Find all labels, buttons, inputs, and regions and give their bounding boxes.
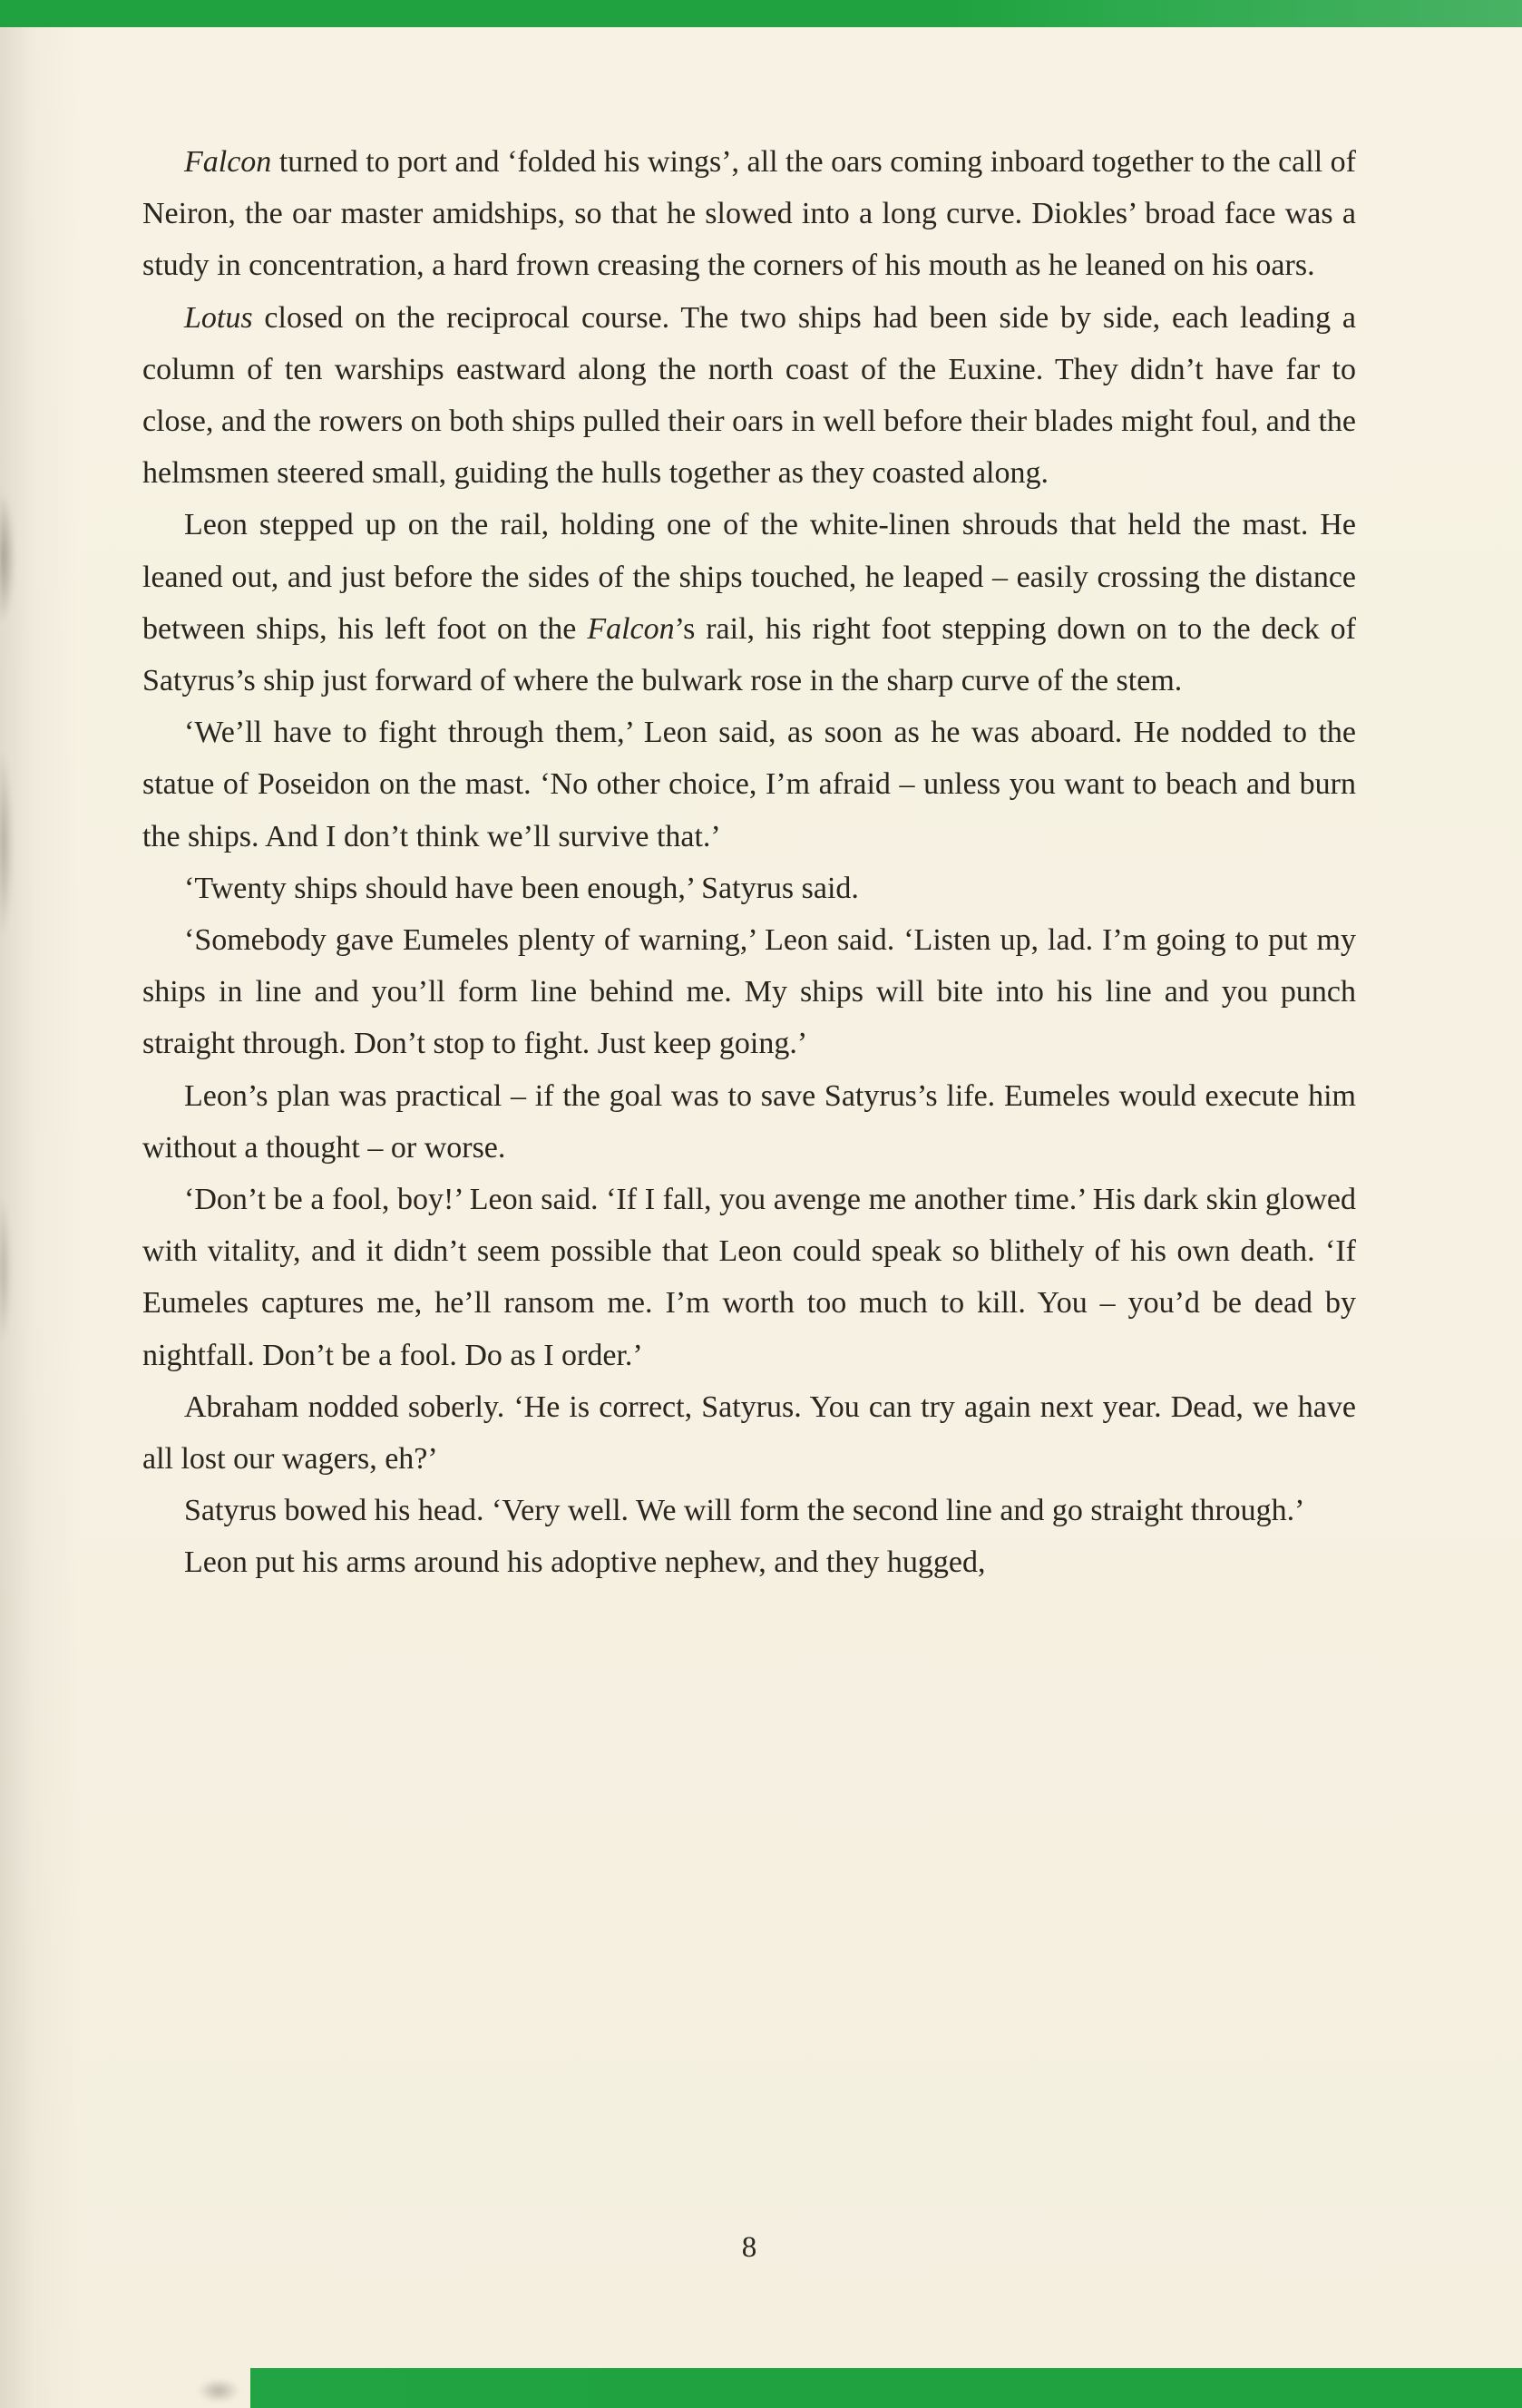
text-segment: Leon put his arms around his adoptive nephew, and they hugged, [184,1545,986,1580]
text-segment: Satyrus bowed his head. ‘Very well. We will form the second line and go straight through.’ [184,1494,1305,1528]
text-segment: Leon stepped up on the rail, holding one of the white-linen shrouds that held the mast. He leaned out, and just before the sides of the ships touched, he leaped – easily crossing the distance between ships, his left foot on the [142,508,1356,646]
paragraph [142,914,1356,1070]
paragraph [142,863,1356,914]
text-segment: Leon’s plan was practical – if the goal was to save Satyrus’s life. Eumeles would execute him without a thought – or worse. [142,1078,1356,1165]
scan-artifact [0,753,13,934]
paragraph [142,1536,1356,1588]
paragraph [142,136,1356,292]
paragraph [142,1070,1356,1174]
text-segment: ‘Twenty ships should have been enough,’ Satyrus said. [184,871,859,905]
paragraph [142,499,1356,707]
text-segment: turned to port and ‘folded his wings’, all the oars coming inboard together to the call of Neiron, the oar master amidships, so that he slowed into a long curve. Diokles’ broad face was a study in concentration, a hard frown creasing the corners of his mouth as he leaned on his oars. [142,145,1356,283]
text-segment: ‘Don’t be a fool, boy!’ Leon said. ‘If I fall, you avenge me another time.’ His dark skin glowed with vitality, and it didn’t seem possible that Leon could speak so blithely of his own death. ‘If Eumeles captures me, he’ll ransom me. I’m worth too much to kill. You – you’d be dead by nightfall. Don’t be a fool. Do as I order.’ [142,1183,1356,1372]
body-text-block [142,136,1356,1589]
text-segment: ‘Somebody gave Eumeles plenty of warning,’ Leon said. ‘Listen up, lad. I’m going to put my ships in line and you’ll form line behind me. My ships will bite into his line and you punch straight through. Don’t stop to fight. Just keep going.’ [142,923,1356,1061]
paragraph [142,1174,1356,1381]
italic-text-segment: Falcon [587,611,675,646]
italic-text-segment: Lotus [184,300,253,335]
text-segment: closed on the reciprocal course. The two ships had been side by side, each leading a column of ten warships eastward along the north coast of the Euxine. They didn’t have far to close, and the rowers on both ships pulled their oars in well before their blades might foul, and the helmsmen steered small, guiding the hulls together as they coasted along. [142,300,1356,491]
paragraph [142,1485,1356,1536]
page-number: 8 [741,2231,757,2264]
paragraph [142,1381,1356,1485]
top-green-edge-strip [0,0,1522,27]
text-segment: ‘We’ll have to fight through them,’ Leon said, as soon as he was aboard. He nodded to the statue of Poseidon on the mast. ‘No other choice, I’m afraid – unless you want to beach and burn the ships. And I don’t think we’ll survive that.’ [142,716,1356,853]
paragraph [142,292,1356,500]
scan-artifact [198,2379,239,2403]
bottom-green-edge-strip [250,2368,1522,2408]
text-segment: ’s rail, his right foot stepping down on to the deck of Satyrus’s ship just forward of where the bulwark rose in the sharp curve of the stem. [142,611,1356,698]
paragraph [142,707,1356,863]
scan-artifact [0,1197,11,1342]
italic-text-segment: Falcon [184,145,272,179]
text-segment: Abraham nodded soberly. ‘He is correct, Satyrus. You can try again next year. Dead, we have all lost our wagers, eh?’ [142,1389,1356,1477]
scan-artifact [0,494,15,621]
